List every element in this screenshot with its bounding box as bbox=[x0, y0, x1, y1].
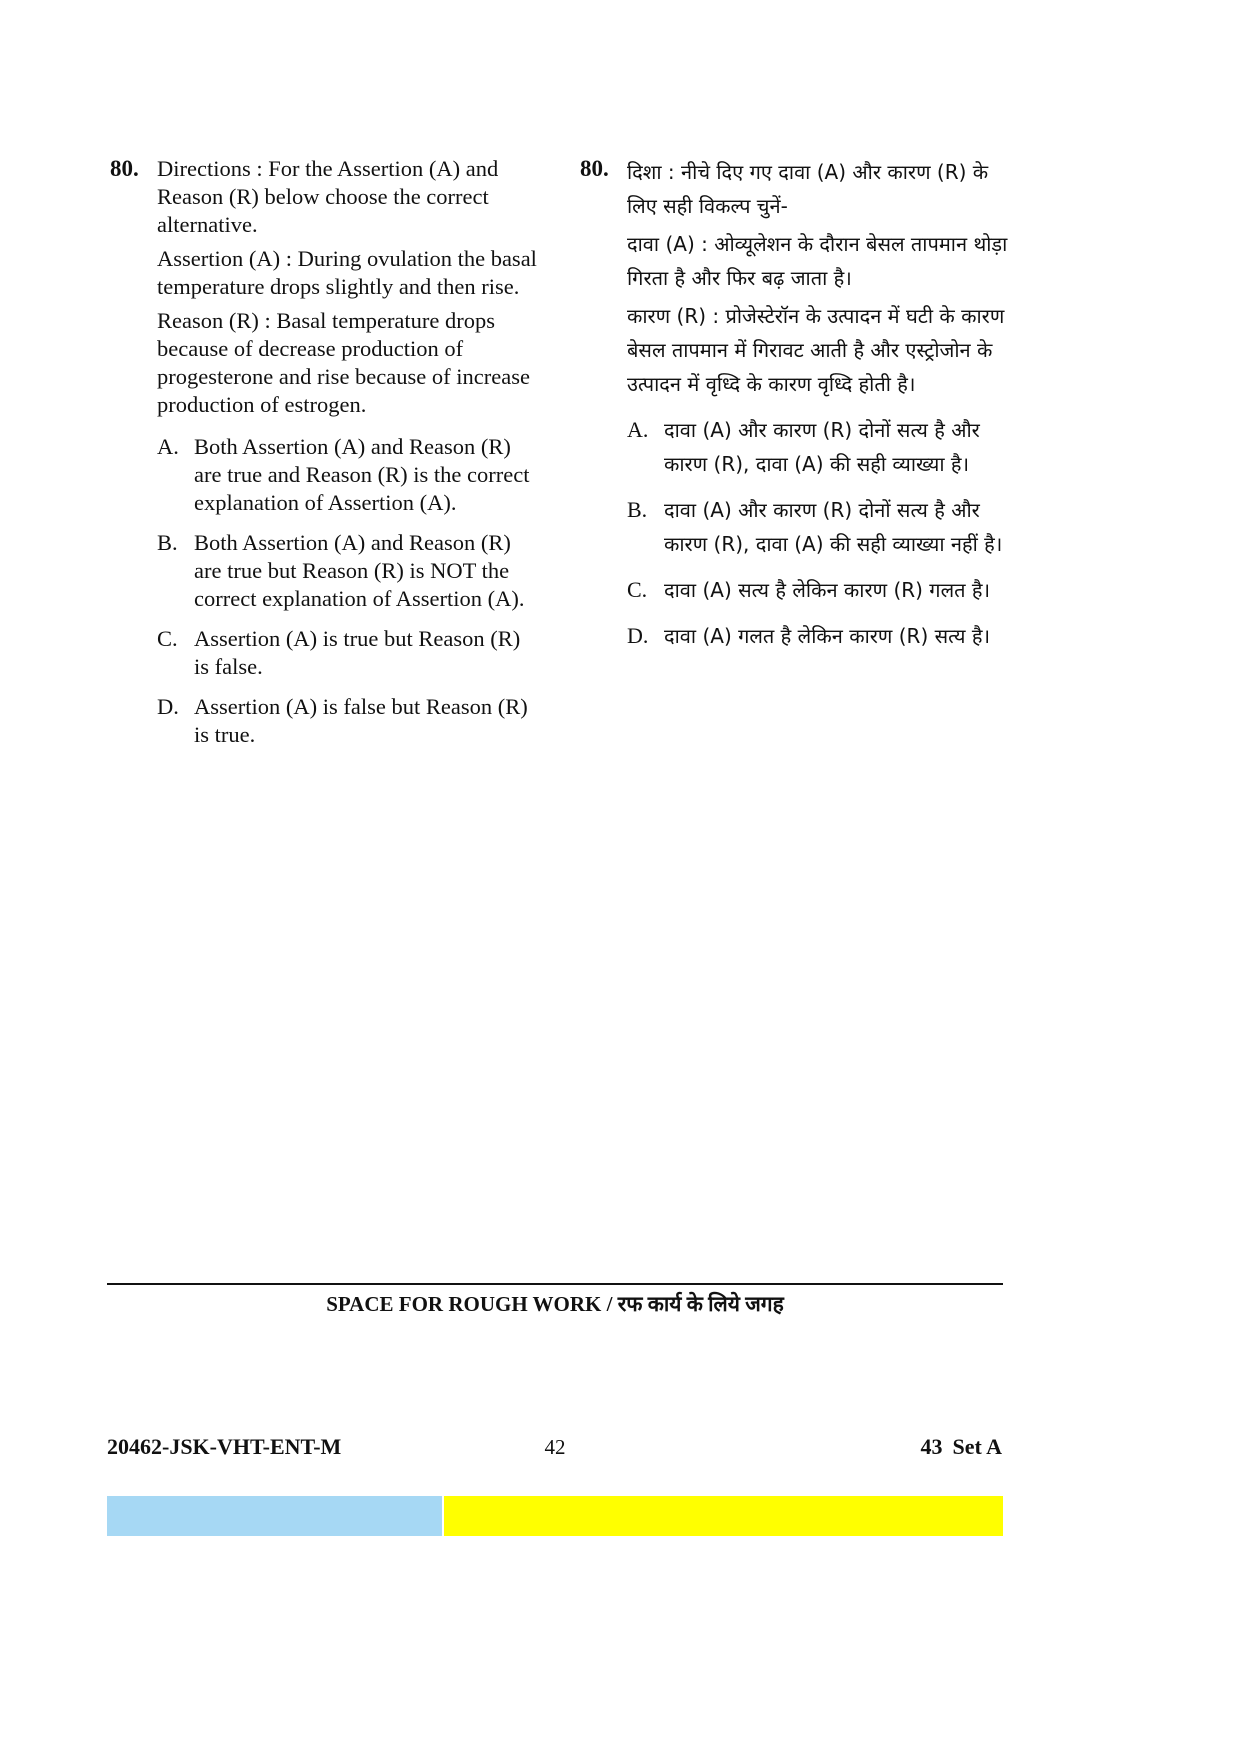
reason-text: Reason (R) : Basal temperature drops because of decrease production of progesterone and rise because of increase production of estrogen. bbox=[157, 308, 530, 417]
page-number: 42 bbox=[544, 1435, 566, 1459]
option-c bbox=[627, 573, 1010, 607]
question-number: 80. bbox=[110, 156, 139, 181]
options-list bbox=[627, 413, 1010, 653]
color-band-blue bbox=[107, 1496, 442, 1536]
question-english bbox=[110, 155, 540, 761]
option-letter: C. bbox=[157, 626, 178, 651]
option-letter: C. bbox=[627, 577, 648, 602]
option-c bbox=[157, 625, 540, 681]
question-count: 43 bbox=[920, 1434, 943, 1459]
option-d bbox=[627, 619, 1010, 653]
option-b bbox=[627, 493, 1010, 561]
paper-code: 20462-JSK-VHT-ENT-M bbox=[107, 1434, 342, 1459]
option-letter: B. bbox=[627, 497, 648, 522]
option-text: Assertion (A) is true but Reason (R) is false. bbox=[194, 626, 521, 679]
option-a bbox=[157, 433, 540, 517]
option-text: दावा (A) और कारण (R) दोनों सत्य है और कारण (R), दावा (A) की सही व्याख्या है। bbox=[664, 418, 980, 476]
option-letter: B. bbox=[157, 530, 178, 555]
directions-text: दिशा : नीचे दिए गए दावा (A) और कारण (R) के लिए सही विकल्प चुनें- bbox=[627, 160, 989, 218]
option-b bbox=[157, 529, 540, 613]
option-text: Both Assertion (A) and Reason (R) are true and Reason (R) is the correct explanation of Assertion (A). bbox=[194, 434, 530, 515]
color-band-yellow bbox=[444, 1496, 1003, 1536]
option-text: दावा (A) सत्य है लेकिन कारण (R) गलत है। bbox=[664, 578, 991, 602]
option-letter: A. bbox=[157, 434, 179, 459]
reason-text: कारण (R) : प्रोजेस्टेरॉन के उत्पादन में घटी के कारण बेसल तापमान में गिरावट आती है और एस्ट्रोजोन के उत्पादन में वृध्दि के कारण वृध्दि होती है। bbox=[627, 304, 1005, 396]
rough-work-divider bbox=[107, 1283, 1003, 1285]
assertion-text: Assertion (A) : During ovulation the basal temperature drops slightly and then rise. bbox=[157, 246, 537, 299]
option-text: Both Assertion (A) and Reason (R) are true but Reason (R) is NOT the correct explanation of Assertion (A). bbox=[194, 530, 525, 611]
option-text: Assertion (A) is false but Reason (R) is true. bbox=[194, 694, 528, 747]
option-a bbox=[627, 413, 1010, 481]
options-list bbox=[157, 433, 540, 749]
set-label: Set A bbox=[952, 1434, 1002, 1459]
option-d bbox=[157, 693, 540, 749]
option-text: दावा (A) और कारण (R) दोनों सत्य है और कारण (R), दावा (A) की सही व्याख्या नहीं है। bbox=[664, 498, 1003, 556]
assertion-text: दावा (A) : ओव्यूलेशन के दौरान बेसल तापमान थोड़ा गिरता है और फिर बढ़ जाता है। bbox=[627, 232, 1008, 290]
directions-text: Directions : For the Assertion (A) and Reason (R) below choose the correct alternative. bbox=[157, 156, 499, 237]
option-text: दावा (A) गलत है लेकिन कारण (R) सत्य है। bbox=[664, 624, 991, 648]
option-letter: D. bbox=[627, 623, 649, 648]
option-letter: D. bbox=[157, 694, 179, 719]
option-letter: A. bbox=[627, 417, 649, 442]
set-indicator bbox=[921, 1434, 1003, 1460]
question-hindi bbox=[580, 155, 1010, 665]
question-number: 80. bbox=[580, 156, 609, 181]
rough-work-label: SPACE FOR ROUGH WORK / रफ कार्य के लिये जगह bbox=[326, 1292, 784, 1316]
